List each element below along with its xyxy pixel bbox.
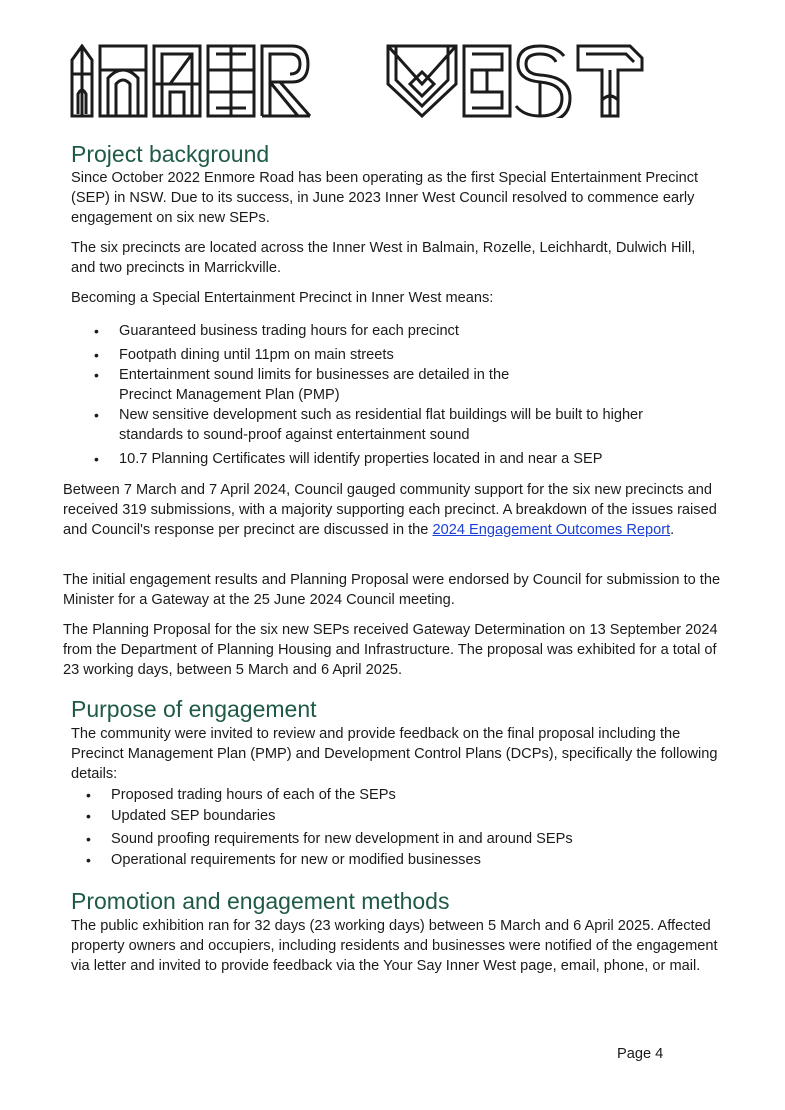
logo-letter-e xyxy=(208,46,254,116)
heading-project-background: Project background xyxy=(71,141,270,167)
logo-letter-s xyxy=(516,46,570,118)
logo-letter-r xyxy=(262,46,310,116)
list-purpose-details xyxy=(111,785,671,870)
list-item: • Proposed trading hours of each of the SEPs xyxy=(111,785,671,805)
heading-purpose-of-engagement: Purpose of engagement xyxy=(71,696,317,722)
heading-promotion-methods: Promotion and engagement methods xyxy=(71,888,450,914)
list-item: • 10.7 Planning Certificates will identify properties located in and near a SEP xyxy=(119,449,679,469)
logo-letter-n1 xyxy=(100,46,146,116)
logo-letter-n2 xyxy=(154,46,200,116)
paragraph-background-3: Becoming a Special Entertainment Precinct in Inner West means: xyxy=(71,290,494,306)
list-item: • Operational requirements for new or modified businesses xyxy=(111,850,671,870)
link-engagement-outcomes-report[interactable]: 2024 Engagement Outcomes Report xyxy=(432,522,671,538)
list-item: • Footpath dining until 11pm on main streets xyxy=(119,345,679,365)
list-sep-benefits xyxy=(119,321,679,469)
paragraph-background-5: The initial engagement results and Planning Proposal were endorsed by Council for submission to the Minister for a Gateway at the 25 June 2024 Council meeting. xyxy=(63,572,721,608)
list-item: • New sensitive development such as residential flat buildings will be built to higher standards to sound-proof against entertainment sound xyxy=(119,405,664,445)
paragraph-purpose-1: The community were invited to review and provide feedback on the final proposal including the Precinct Management Plan (PMP) and Development Control Plans (DCPs), specifically the following details: xyxy=(71,726,718,782)
paragraph-background-2: The six precincts are located across the Inner West in Balmain, Rozelle, Leichhardt, Dulwich Hill, and two precincts in Marrickville. xyxy=(71,240,696,276)
list-item: • Guaranteed business trading hours for each precinct xyxy=(119,321,679,341)
logo-letter-t xyxy=(578,46,642,116)
page-number: Page 4 xyxy=(617,1046,664,1062)
logo-letter-i xyxy=(72,46,92,116)
list-item: • Entertainment sound limits for businesses are detailed in the Precinct Management Plan (PMP) xyxy=(119,365,559,405)
logo-letter-w xyxy=(388,46,456,116)
paragraph-text: Between 7 March and 7 April 2024, Council gauged community support for the six new precincts and received 319 submissions, with a majority supporting each precinct. A breakdown of the issues raised and Council's response per precinct are discussed in the xyxy=(63,482,717,538)
paragraph-background-6: The Planning Proposal for the six new SEPs received Gateway Determination on 13 September 2024 from the Department of Planning Housing and Infrastructure. The proposal was exhibited for a total of 23 working days, between 5 March and 6 April 2025. xyxy=(63,622,718,678)
paragraph-promotion-1: The public exhibition ran for 32 days (23 working days) between 5 March and 6 April 2025. Affected property owners and occupiers, including residents and businesses were notified of the engagement via letter and invited to provide feedback via the Your Say Inner West page, email, phone, or mail. xyxy=(71,918,718,974)
logo-letter-e2 xyxy=(464,46,510,116)
inner-west-logo xyxy=(70,44,670,118)
paragraph-background-1: Since October 2022 Enmore Road has been operating as the first Special Entertainment Precinct (SEP) in NSW. Due to its success, in June 2023 Inner West Council resolved to commence early engagement on six new SEPs. xyxy=(71,170,699,226)
paragraph-background-4 xyxy=(63,480,723,540)
paragraph-text-end: . xyxy=(670,522,675,538)
list-item: • Sound proofing requirements for new development in and around SEPs xyxy=(111,829,671,849)
list-item: • Updated SEP boundaries xyxy=(111,806,671,826)
